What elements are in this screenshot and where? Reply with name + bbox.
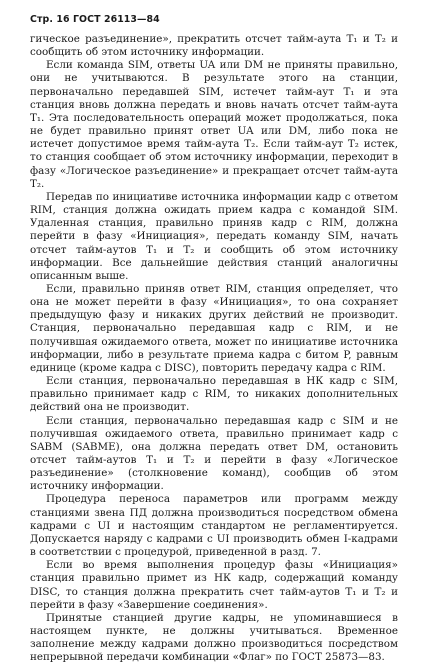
paragraph-sim-rim-collision: Если станция, первоначально передавшая в НК кадр с SIM, правильно принимает кадр с RIM, то никаких дополнительных действий она не производит. bbox=[30, 375, 398, 414]
paragraph-other-frames: Принятые станцией другие кадры, не упоминавшиеся в настоящем пункте, не должны учитываться. Временное заполнение между кадрами должно производиться посредством непрерывной передачи комбинации «Флаг» по ГОСТ 25873—83. bbox=[30, 611, 398, 664]
paragraph-disc-received: Если во время выполнения процедур фазы «Инициация» станция правильно примет из НК кадр, содержащий команду DISC, то станция должна прекратить счет тайм-аутов T₁ и T₂ и перейти в фазу «Завершение соединения». bbox=[30, 559, 398, 611]
paragraph-continuation: гическое разъединение», прекратить отсчет тайм-аута T₁ и T₂ и сообщить об этом источнику информации. bbox=[30, 33, 398, 59]
paragraph-rim-initiative: Передав по инициативе источника информации кадр с ответом RIM, станция должна ожидать прием кадра с командой SIM. Удаленная станция, правильно приняв кадр с RIM, должна перейти в фазу «Инициация», передать команду SIM, начать отсчет тайм-аутов T₁ и T₂ и сообщить об этом источнику информации. Все дальнейшие действия станций аналогичны описанным выше. bbox=[30, 190, 398, 282]
paragraph-sim-not-received: Если команда SIM, ответы UA или DM не приняты правильно, они не учитываются. В результате этого на станции, первоначально передавшей SIM, истечет тайм-аут T₁ и эта станция вновь должна передать и вновь начать отсчет тайм-аута T₁. Эта последовательность операций может продолжаться, пока не будет правильно принят ответ UA или DM, либо пока не истечет допустимое время тайм-аута T₂. Если тайм-аут T₂ истек, то станция сообщает об этом источнику информации, переходит в фазу «Логическое разъединение» и прекращает отсчет тайм-аута T₂. bbox=[30, 59, 398, 190]
paragraph-rim-received: Если, правильно приняв ответ RIM, станция определяет, что она не может перейти в фазу «Инициация», то она сохраняет предыдущую фазу и никаких других действий не производит. Станция, первоначально передавшая кадр с RIM, и не получившая ожидаемого ответа, может по инициативе источника информации, либо в результате приема кадра с битом P, равным единице (кроме кадра с DISC), повторить передачу кадра с RIM. bbox=[30, 282, 398, 374]
paragraph-sabm-collision: Если станция, первоначально передавшая кадр с SIM и не получившая ожидаемого ответа, правильно принимает кадр с SABM (SABME), она должна передать ответ DM, остановить отсчет тайм-аутов T₁ и T₂ и перейти в фазу «Логическое разъединение» (столкновение команд), сообщив об этом источнику информации. bbox=[30, 414, 398, 493]
body-text bbox=[30, 33, 398, 665]
page-header: Стр. 16 ГОСТ 26113—84 bbox=[30, 14, 160, 25]
paragraph-parameter-transfer: Процедура переноса параметров или программ между станциями звена ПД должна производиться посредством обмена кадрами с UI и настоящим стандартом не регламентируется. Допускается наряду с кадрами с UI производить обмен I-кадрами в соответствии с процедурой, приведенной в разд. 7. bbox=[30, 493, 398, 559]
